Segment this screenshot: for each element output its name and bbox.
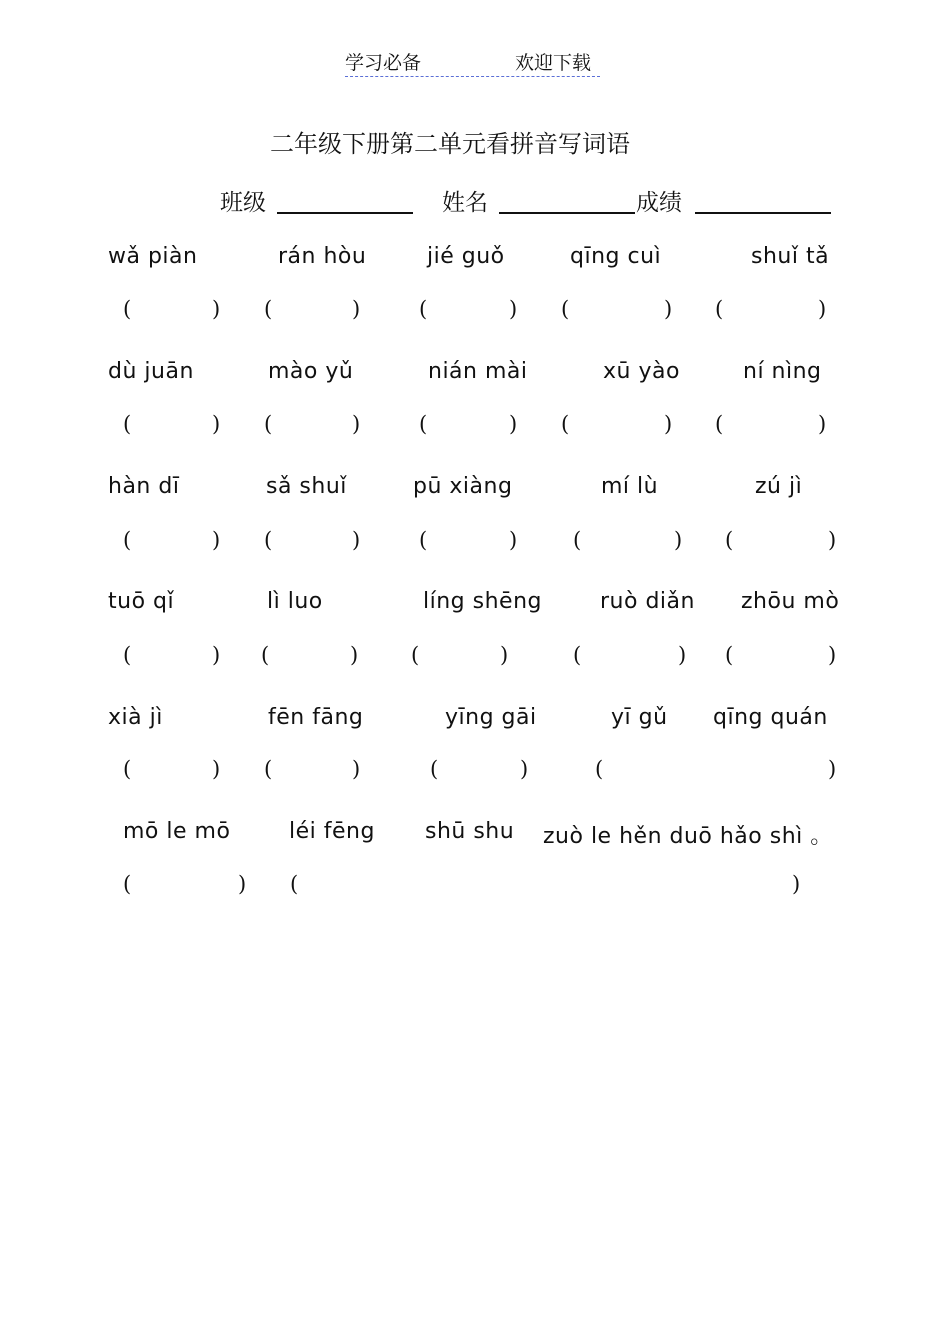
answer-close-paren: ): [828, 528, 837, 552]
answer-open-paren: (: [290, 872, 299, 896]
header-right-text: 欢迎下载: [515, 52, 592, 74]
answer-close-paren: ): [509, 528, 518, 552]
pinyin-word: zú jì: [755, 474, 803, 499]
pinyin-word: jié guǒ: [427, 244, 505, 269]
answer-close-paren: ): [792, 872, 801, 896]
answer-close-paren: ): [509, 297, 518, 321]
answer-open-paren: (: [715, 412, 724, 436]
answer-close-paren: ): [828, 757, 837, 781]
answer-open-paren: (: [123, 757, 132, 781]
answer-blank[interactable]: [137, 410, 208, 440]
answer-close-paren: ): [212, 643, 221, 667]
answer-close-paren: ): [352, 528, 361, 552]
answer-blank[interactable]: [729, 295, 814, 325]
pinyin-word: fēn fāng: [268, 705, 364, 730]
answer-close-paren: ): [674, 528, 683, 552]
pinyin-word: shū shu: [425, 819, 515, 844]
answer-open-paren: (: [419, 297, 428, 321]
answer-blank[interactable]: [609, 755, 824, 785]
score-label: 成绩: [636, 190, 682, 216]
answer-blank[interactable]: [278, 295, 348, 325]
answer-close-paren: ): [352, 757, 361, 781]
answer-blank[interactable]: [278, 526, 348, 556]
pinyin-word: mí lù: [601, 474, 659, 499]
answer-blank[interactable]: [275, 641, 346, 671]
answer-blank[interactable]: [739, 641, 824, 671]
page-header: [345, 48, 600, 77]
answer-open-paren: (: [561, 412, 570, 436]
pinyin-word: mō le mō: [123, 819, 231, 844]
answer-blank[interactable]: [739, 526, 824, 556]
answer-open-paren: (: [419, 412, 428, 436]
answer-close-paren: ): [678, 643, 687, 667]
pinyin-word: pū xiàng: [413, 474, 513, 499]
pinyin-word: hàn dī: [108, 474, 180, 499]
answer-close-paren: ): [212, 297, 221, 321]
answer-close-paren: ): [664, 412, 673, 436]
answer-blank[interactable]: [433, 410, 505, 440]
answer-open-paren: (: [264, 528, 273, 552]
name-field: [442, 184, 635, 217]
answer-open-paren: (: [573, 643, 582, 667]
answer-open-paren: (: [725, 643, 734, 667]
score-blank[interactable]: [695, 186, 831, 214]
answer-close-paren: ): [500, 643, 509, 667]
answer-open-paren: (: [411, 643, 420, 667]
answer-blank[interactable]: [433, 295, 505, 325]
answer-blank[interactable]: [278, 410, 348, 440]
pinyin-word: xū yào: [603, 359, 680, 384]
answer-blank[interactable]: [444, 755, 516, 785]
pinyin-word: zhōu mò: [741, 589, 840, 614]
answer-open-paren: (: [123, 297, 132, 321]
name-blank[interactable]: [499, 186, 635, 214]
pinyin-word: léi fēng: [289, 819, 375, 844]
answer-close-paren: ): [509, 412, 518, 436]
answer-open-paren: (: [715, 297, 724, 321]
answer-open-paren: (: [573, 528, 582, 552]
answer-blank[interactable]: [729, 410, 814, 440]
pinyin-word: yī gǔ: [611, 705, 668, 730]
answer-blank[interactable]: [587, 526, 670, 556]
answer-blank[interactable]: [587, 641, 674, 671]
answer-close-paren: ): [212, 757, 221, 781]
answer-open-paren: (: [123, 872, 132, 896]
answer-open-paren: (: [264, 297, 273, 321]
answer-blank[interactable]: [137, 295, 208, 325]
answer-blank[interactable]: [137, 755, 208, 785]
answer-blank[interactable]: [137, 870, 234, 900]
answer-open-paren: (: [261, 643, 270, 667]
pinyin-word: xià jì: [108, 705, 163, 730]
answer-open-paren: (: [430, 757, 439, 781]
class-field: [220, 184, 413, 217]
answer-close-paren: ): [664, 297, 673, 321]
answer-close-paren: ): [818, 412, 827, 436]
pinyin-word: qīng cuì: [570, 244, 662, 269]
header-left-text: 学习必备: [345, 52, 422, 74]
pinyin-word: rán hòu: [278, 244, 367, 269]
answer-open-paren: (: [561, 297, 570, 321]
class-blank[interactable]: [277, 186, 413, 214]
answer-open-paren: (: [264, 757, 273, 781]
answer-blank[interactable]: [278, 755, 348, 785]
answer-open-paren: (: [419, 528, 428, 552]
class-label: 班级: [220, 190, 266, 216]
answer-close-paren: ): [520, 757, 529, 781]
pinyin-word: zuò le hěn duō hǎo shì 。: [543, 824, 833, 849]
pinyin-word: líng shēng: [423, 589, 542, 614]
answer-close-paren: ): [238, 872, 247, 896]
pinyin-word: nián mài: [428, 359, 528, 384]
pinyin-word: ruò diǎn: [600, 589, 695, 614]
pinyin-word: ní nìng: [743, 359, 822, 384]
answer-close-paren: ): [352, 297, 361, 321]
answer-blank[interactable]: [575, 295, 660, 325]
answer-open-paren: (: [123, 528, 132, 552]
answer-close-paren: ): [828, 643, 837, 667]
answer-blank[interactable]: [425, 641, 496, 671]
score-field: [636, 184, 831, 217]
pinyin-word: qīng quán: [713, 705, 828, 730]
answer-blank[interactable]: [137, 641, 208, 671]
answer-blank[interactable]: [575, 410, 660, 440]
answer-blank[interactable]: [433, 526, 505, 556]
pinyin-word: mào yǔ: [268, 359, 354, 384]
pinyin-word: lì luo: [267, 589, 323, 614]
answer-blank[interactable]: [304, 870, 788, 900]
answer-open-paren: (: [264, 412, 273, 436]
pinyin-word: yīng gāi: [445, 705, 537, 730]
answer-open-paren: (: [123, 412, 132, 436]
answer-open-paren: (: [725, 528, 734, 552]
answer-close-paren: ): [352, 412, 361, 436]
answer-open-paren: (: [595, 757, 604, 781]
answer-blank[interactable]: [137, 526, 208, 556]
pinyin-word: wǎ piàn: [108, 244, 198, 269]
answer-open-paren: (: [123, 643, 132, 667]
answer-close-paren: ): [818, 297, 827, 321]
answer-close-paren: ): [212, 528, 221, 552]
pinyin-word: tuō qǐ: [108, 589, 175, 614]
worksheet-title: [0, 124, 950, 159]
pinyin-word: shuǐ tǎ: [751, 244, 830, 269]
pinyin-word: sǎ shuǐ: [266, 474, 347, 499]
pinyin-word: dù juān: [108, 359, 194, 384]
title-text: 二年级下册第二单元看拼音写词语: [270, 130, 630, 158]
name-label: 姓名: [442, 190, 488, 216]
answer-close-paren: ): [350, 643, 359, 667]
answer-close-paren: ): [212, 412, 221, 436]
